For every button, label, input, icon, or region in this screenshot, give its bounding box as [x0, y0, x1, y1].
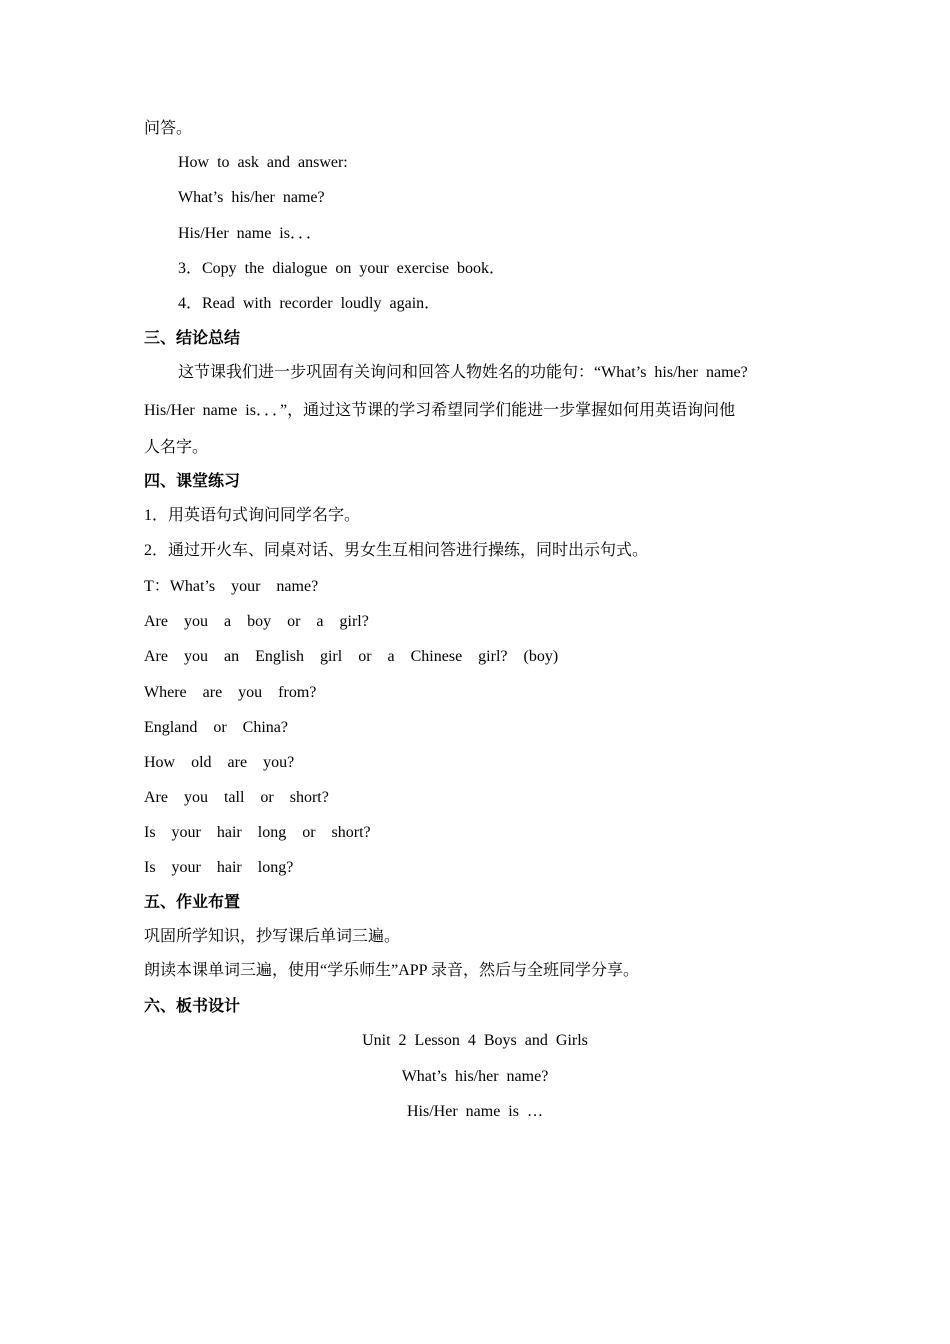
text-line: What’s his/her name?: [178, 189, 325, 206]
board-line: What’s his/her name?: [401, 1068, 549, 1085]
text-line: T：What’s your name?: [144, 578, 319, 595]
board-line: Unit 2 Lesson 4 Boys and Girls: [362, 1032, 588, 1049]
text-line: His/Her name is．．．: [178, 225, 322, 242]
text-line: Where are you from?: [144, 684, 317, 701]
text-line: 朗读本课单词三遍，使用“学乐师生”APP 录音，然后与全班同学分享。: [144, 962, 639, 979]
text-line: 3．Copy the dialogue on your exercise book．: [178, 260, 506, 277]
board-line: His/Her name is …: [407, 1103, 543, 1120]
text-line: Is your hair long?: [144, 859, 294, 876]
text-line: 巩固所学知识，抄写课后单词三遍。: [144, 928, 401, 945]
section-heading-conclusion: 三、结论总结: [144, 330, 241, 347]
text-line: 人名字。: [144, 439, 209, 456]
text-line: 2．通过开火车、同桌对话、男女生互相问答进行操练，同时出示句式。: [144, 542, 649, 559]
text-line: Are you an English girl or a Chinese girl? (boy): [144, 648, 559, 665]
text-line: Are you a boy or a girl?: [144, 613, 369, 630]
text-line: His/Her name is．．．”，通过这节课的学习希望同学们能进一步掌握如何用英语询问他: [144, 402, 736, 419]
text-line: 问答。: [144, 120, 193, 137]
text-line: England or China?: [144, 719, 288, 736]
text-line: Are you tall or short?: [144, 789, 329, 806]
section-heading-board-design: 六、板书设计: [144, 998, 241, 1015]
text-line: How to ask and answer:: [178, 154, 348, 171]
text-line: How old are you?: [144, 754, 295, 771]
section-heading-practice: 四、课堂练习: [144, 473, 241, 490]
text-line: 1．用英语句式询问同学名字。: [144, 507, 361, 524]
section-heading-homework: 五、作业布置: [144, 894, 241, 911]
text-line: 4．Read with recorder loudly again．: [178, 295, 441, 312]
text-line: Is your hair long or short?: [144, 824, 371, 841]
text-line: 这节课我们进一步巩固有关询问和回答人物姓名的功能句：“What’s his/her name?: [178, 364, 748, 381]
